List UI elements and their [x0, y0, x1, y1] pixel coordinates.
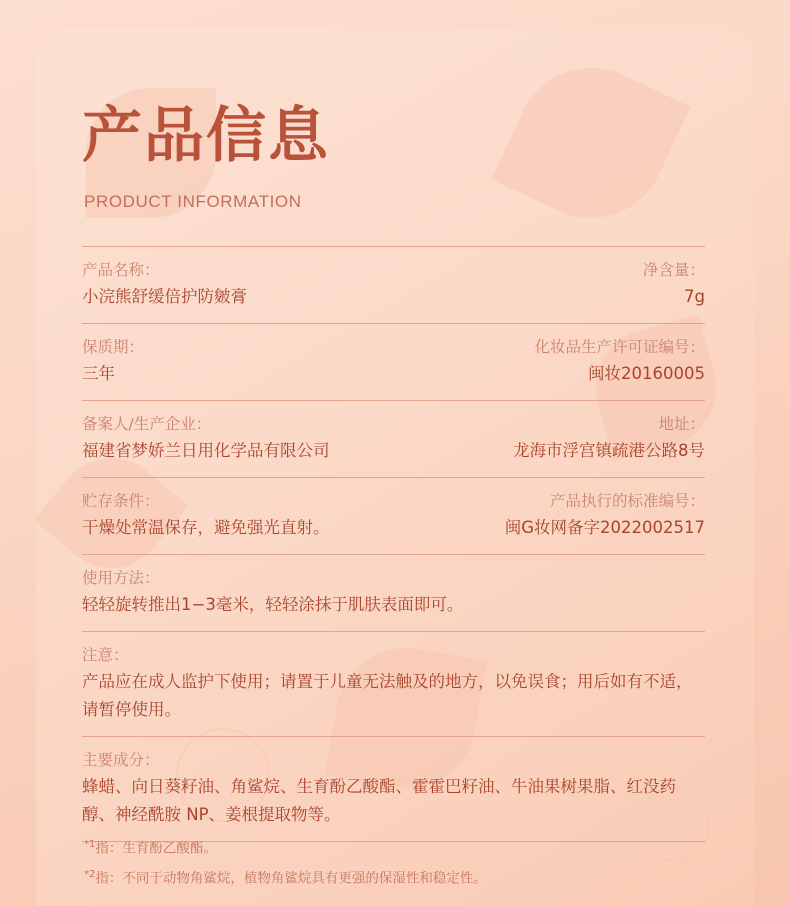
table-row [82, 400, 705, 477]
table-row [82, 554, 705, 631]
field-value: 闽G妆网备字2022002517 [504, 518, 705, 537]
field-label: 产品执行的标准编号： [549, 492, 705, 510]
footnote-text: 指：不同于动物角鲨烷，植物角鲨烷具有更强的保湿性和稳定性。 [95, 870, 487, 886]
field-value: 三年 [82, 364, 115, 383]
page-subtitle: PRODUCT INFORMATION [84, 192, 302, 211]
row-left [82, 334, 144, 388]
field-label: 产品名称： [82, 261, 160, 279]
field-label: 净含量： [642, 261, 705, 279]
field-value: 小浣熊舒缓倍护防皴膏 [82, 287, 247, 306]
footnote-item [84, 832, 704, 862]
field-label: 化妆品生产许可证编号： [534, 338, 705, 356]
field-label: 贮存条件： [82, 492, 160, 510]
field-value: 7g [684, 287, 705, 306]
row-left [82, 411, 330, 465]
product-info-table [82, 246, 705, 842]
field-label: 注意： [82, 646, 129, 664]
footnotes [84, 832, 704, 891]
field-label: 使用方法： [82, 569, 160, 587]
row-right [505, 488, 705, 542]
field-label: 保质期： [82, 338, 145, 356]
field-value: 闽妆20160005 [588, 364, 705, 383]
table-row [82, 631, 705, 736]
footnote-marker: *2 [84, 868, 96, 880]
row-right [513, 411, 705, 465]
table-row [82, 736, 705, 842]
field-value: 龙海市浮宫镇疏港公路8号 [513, 441, 705, 460]
row-right [534, 334, 705, 388]
footnote-item [84, 862, 704, 892]
table-row [82, 246, 705, 323]
table-row [82, 477, 705, 554]
field-value: 干燥处常温保存，避免强光直射。 [82, 518, 330, 537]
field-value: 轻轻旋转推出1−3毫米，轻轻涂抹于肌肤表面即可。 [82, 595, 464, 614]
content-area [82, 0, 708, 906]
row-left [82, 257, 247, 311]
field-value: 福建省梦娇兰日用化学品有限公司 [82, 441, 330, 460]
footnote-text: 指：生育酚乙酸酯。 [95, 840, 217, 857]
field-value: 蜂蜡、向日葵籽油、角鲨烷、生育酚乙酸酯、霍霍巴籽油、牛油果树果脂、红没药醇、神经酰胺 NP、姜根提取物等。 [82, 777, 676, 824]
field-label: 主要成分： [82, 751, 160, 769]
table-row [82, 323, 705, 400]
field-label: 地址： [658, 415, 705, 433]
footnote-marker: *1 [84, 839, 96, 850]
row-right [643, 257, 705, 311]
field-label: 备案人/生产企业： [82, 415, 212, 433]
page-title: 产品信息 [82, 101, 330, 171]
field-value: 产品应在成人监护下使用；请置于儿童无法触及的地方，以免误食；用后如有不适，请暂停使用。 [82, 672, 693, 719]
row-left [82, 488, 330, 542]
